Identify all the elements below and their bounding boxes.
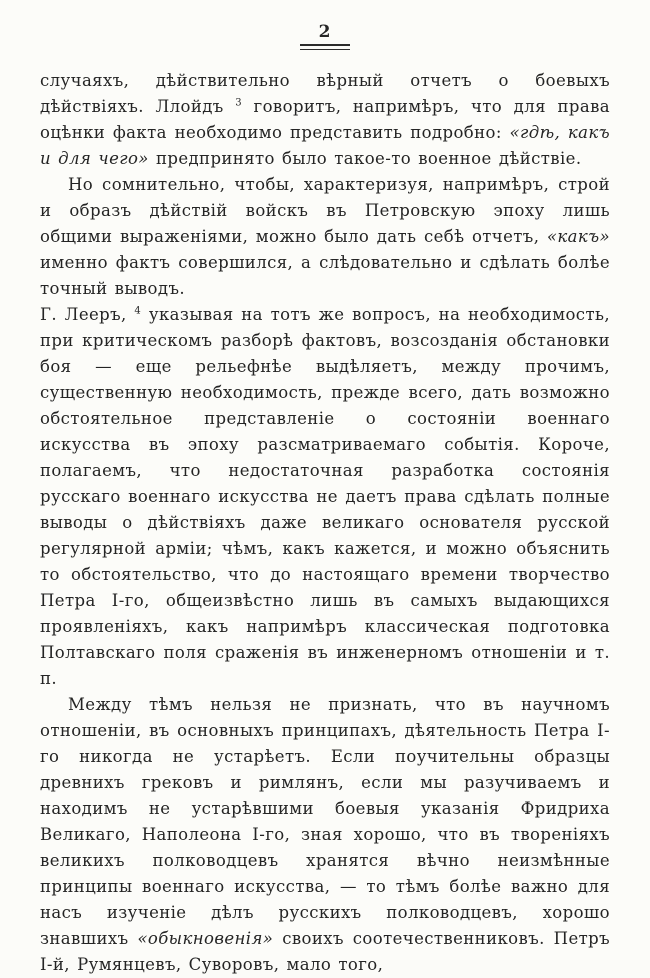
footnote-marker: 4 <box>134 305 142 317</box>
text-segment: Г. Лееръ, <box>40 305 135 324</box>
text-block <box>40 68 610 978</box>
text-segment: именно фактъ совершился, а слѣдовательно и сдѣлать болѣе точный выводъ. <box>40 253 610 298</box>
paragraph <box>40 68 610 172</box>
paragraph <box>40 172 610 302</box>
paragraph <box>40 692 610 978</box>
page-number-rule <box>300 44 350 50</box>
text-segment: Между тѣмъ нельзя не признать, что въ научномъ отношеніи, въ основныхъ принципахъ, дѣятельность Петра I-го никогда не устарѣетъ. Если поучительны образцы древнихъ грековъ и римлянъ, если мы разучиваемъ и находимъ не устарѣвшими боевыя указанія Фридриха Великаго, Наполеона I-го, зная хорошо, что въ твореніяхъ великихъ полководцевъ хранятся вѣчно неизмѣнные принципы военнаго искусства, — то тѣмъ болѣе важно для насъ изученіе дѣлъ русскихъ полководцевъ, хорошо знавшихъ <box>40 695 610 948</box>
text-segment: говоритъ, напримѣръ, что для права оцѣнки факта необходимо представить подробно: <box>40 97 610 142</box>
page-header <box>40 22 610 50</box>
text-segment: случаяхъ, дѣйствительно вѣрный отчетъ о боевыхъ дѣйствіяхъ. Ллойдъ <box>40 71 610 116</box>
text-segment: «обыкновенія» <box>137 929 274 948</box>
page-number: 2 <box>318 22 332 42</box>
text-segment: «какъ» <box>546 227 610 246</box>
text-segment: своихъ соотечественниковъ. Петръ I-й, Румянцевъ, Суворовъ, мало того, <box>40 929 610 974</box>
footnote-marker: 3 <box>235 97 242 109</box>
text-segment: Но сомнительно, чтобы, характеризуя, напримѣръ, строй и образъ дѣйствій войскъ въ Петровскую эпоху лишь общими выраженіями, можно было дать себѣ отчетъ, <box>40 175 610 246</box>
paragraph <box>40 302 610 692</box>
text-segment: указывая на тотъ же вопросъ, на необходимость, при критическомъ разборѣ фактовъ, возсозданія обстановки боя — еще рельефнѣе выдѣляетъ, между прочимъ, существенную необходимость, прежде всего, дать возможно обстоятельное представленіе о состояніи военнаго искусства въ эпоху разсматриваемаго событія. Короче, полагаемъ, что недостаточная разработка состоянія русскаго военнаго искусства не даетъ права сдѣлать полные выводы о дѣйствіяхъ даже великаго основателя русской регулярной арміи; чѣмъ, какъ кажется, и можно объяснить то обстоятельство, что до настоящаго времени творчество Петра I-го, общеизвѣстно лишь въ самыхъ выдающихся проявленіяхъ, какъ напримѣръ классическая подготовка Полтавскаго поля сраженія въ инженерномъ отношеніи и т. п. <box>40 305 610 688</box>
text-segment: «гдѣ, какъ и для чего» <box>40 123 610 168</box>
text-segment: предпринято было такое-то военное дѣйствіе. <box>148 149 582 168</box>
